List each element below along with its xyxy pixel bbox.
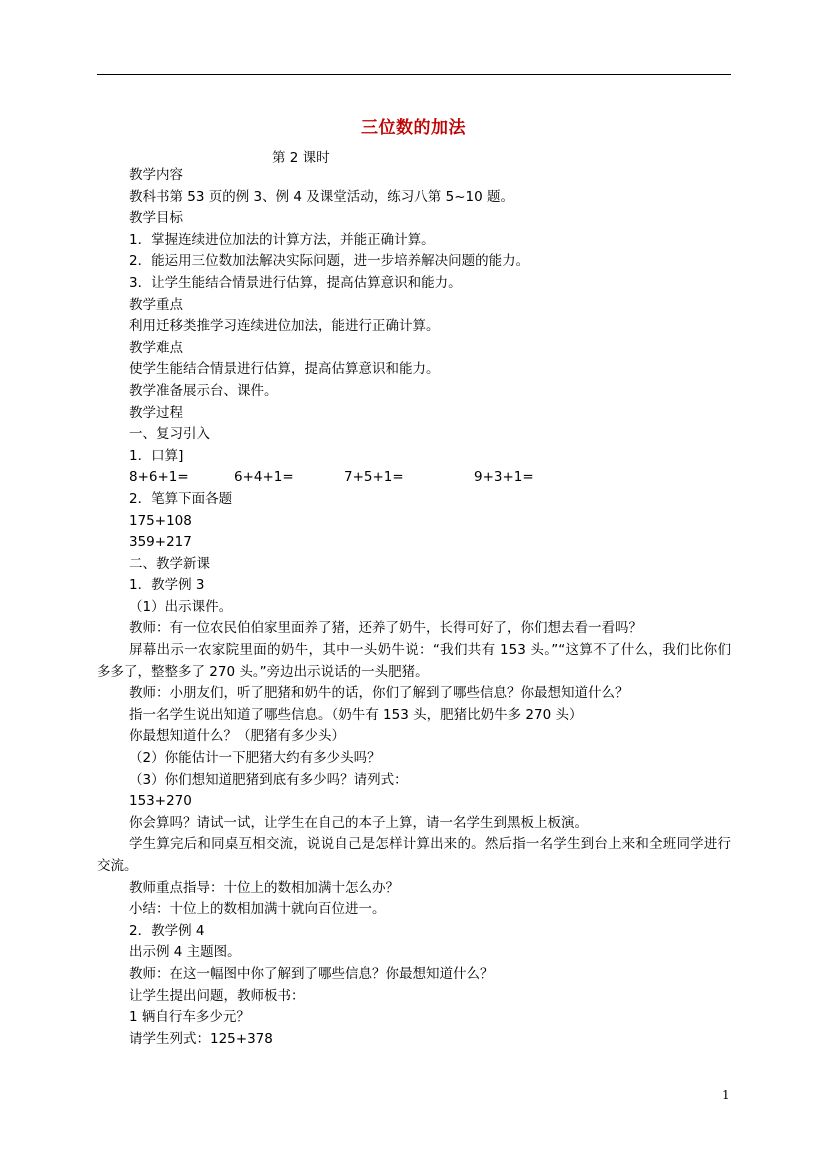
paragraph: 2．教学例 4	[129, 922, 205, 939]
paragraph: 教师：在这一幅图中你了解到了哪些信息？你最想知道什么？	[129, 965, 494, 982]
paragraph: 教科书第 53 页的例 3、例 4 及课堂活动，练习八第 5~10 题。	[129, 188, 514, 205]
paragraph: 教师重点指导：十位上的数相加满十怎么办？	[129, 879, 399, 896]
document-title: 三位数的加法	[361, 118, 466, 138]
paragraph: 教学内容	[129, 167, 183, 183]
paragraph: 教学准备展示台、课件。	[129, 382, 278, 399]
paragraph: 使学生能结合情景进行估算，提高估算意识和能力。	[129, 361, 440, 378]
paragraph: 1．教学例 3	[129, 577, 205, 594]
paragraph: 你会算吗？请试一试，让学生在自己的本子上算，请一名学生到黑板上板演。	[129, 814, 588, 831]
paragraph: （1）出示课件。	[129, 598, 233, 615]
paragraph: 359+217	[129, 534, 192, 551]
calc-item: 6+4+1=	[234, 469, 294, 486]
lesson-subtitle: 第 2 课时	[272, 150, 330, 166]
paragraph: 让学生提出问题，教师板书：	[129, 987, 305, 1004]
paragraph: 1．掌握连续进位加法的计算方法，并能正确计算。	[129, 231, 435, 248]
paragraph: 请学生列式：125+378	[129, 1030, 273, 1047]
paragraph: 学生算完后和同桌互相交流，说说自己是怎样计算出来的。然后指一名学生到台上来和全班同学进行交流。	[97, 836, 731, 874]
paragraph: 153+270	[129, 793, 192, 810]
paragraph: 3．让学生能结合情景进行估算，提高估算意识和能力。	[129, 274, 462, 291]
paragraph: 教学难点	[129, 339, 183, 356]
paragraph: 2．笔算下面各题	[129, 490, 233, 507]
paragraph: 教学重点	[129, 296, 183, 313]
document-body	[97, 165, 731, 1050]
paragraph: 教学过程	[129, 404, 183, 421]
calc-item: 9+3+1=	[474, 469, 534, 486]
paragraph: 一、复习引入	[129, 426, 210, 443]
page-number: 1	[722, 1088, 730, 1102]
paragraph: 1．口算]	[129, 447, 184, 464]
paragraph: 出示例 4 主题图。	[129, 944, 241, 961]
paragraph: 教师：有一位农民伯伯家里面养了猪，还养了奶牛，长得可好了，你们想去看一看吗？	[129, 620, 642, 637]
header-rule	[97, 74, 731, 75]
calc-item: 8+6+1=	[129, 469, 189, 486]
paragraph: （2）你能估计一下肥猪大约有多少头吗？	[129, 750, 381, 767]
paragraph: 指一名学生说出知道了哪些信息。（奶牛有 153 头，肥猪比奶牛多 270 头）	[129, 706, 583, 723]
paragraph: 小结：十位上的数相加满十就向百位进一。	[129, 901, 386, 918]
paragraph: 你最想知道什么？（肥猪有多少头）	[129, 728, 345, 745]
paragraph: 二、教学新课	[129, 555, 210, 572]
calc-item: 7+5+1=	[344, 469, 404, 486]
paragraph: 利用迁移类推学习连续进位加法，能进行正确计算。	[129, 318, 440, 335]
paragraph: 1 辆自行车多少元？	[129, 1009, 250, 1026]
paragraph: 屏幕出示一农家院里面的奶牛，其中一头奶牛说：“我们共有 153 头。”“这算不了什么，我们比你们多多了，整整多了 270 头。”旁边出示说话的一头肥猪。	[97, 642, 731, 680]
paragraph: 教师：小朋友们，听了肥猪和奶牛的话，你们了解到了哪些信息？你最想知道什么？	[129, 685, 629, 702]
mental-math-row	[97, 467, 731, 489]
paragraph: （3）你们想知道肥猪到底有多少吗？请列式：	[129, 771, 408, 788]
paragraph: 175+108	[129, 512, 192, 529]
paragraph: 教学目标	[129, 210, 183, 227]
paragraph: 2．能运用三位数加法解决实际问题，进一步培养解决问题的能力。	[129, 253, 530, 270]
